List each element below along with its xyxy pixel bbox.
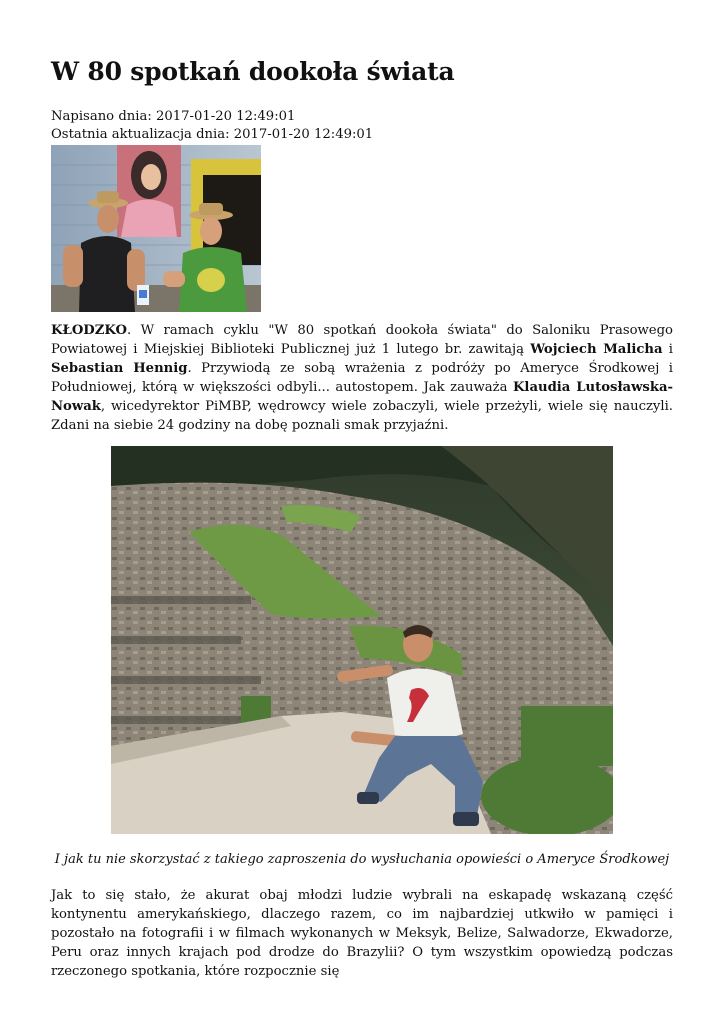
article-meta: [51, 108, 373, 144]
person-name-1: Wojciech Malicha: [530, 342, 663, 357]
body-paragraph: Jak to się stało, że akurat obaj młodzi ludzie wybrali na eskapadę wskazaną część kontynentu amerykańskiego, dlaczego razem, co im najbardziej utkwiło w pamięci i pozostało na fotografii i w filmach wykonanych w Meksyk, Belize, Salwadorze, Ekwadorze, Peru oraz innych krajach pod drodze do Brazylii? O tym wszystkim opowiedzą podczas rzeczonego spotkania, które rozpocznie się: [51, 888, 673, 979]
dateline-city: KŁODZKO: [51, 323, 127, 338]
intro-paragraph: [51, 321, 673, 435]
intro-text-1: . W ramach cyklu "W 80 spotkań dookoła świata" do Saloniku Prasowego Powiatowej i Miejskiej Biblioteki Publicznej już 1 lutego br. zawitają: [51, 323, 673, 357]
person-name-3: Klaudia Lutosławska-Nowak: [51, 380, 673, 414]
published-date: Napisano dnia: 2017-01-20 12:49:01: [51, 109, 296, 124]
intro-text-4: , wicedyrektor PiMBP, wędrowcy wiele zobaczyli, wiele przeżyli, wiele się nauczyli. Zdani na siebie 24 godziny na dobę poznali smak przyjaźni.: [51, 399, 673, 433]
intro-text-3: . Przywiodą ze sobą wrażenia z podróży po Ameryce Środkowej i Południowej, którą w większości odbyli... autostopem. Jak zauważa: [51, 361, 673, 395]
travellers-photo: [51, 145, 261, 312]
machu-picchu-photo: [111, 446, 613, 834]
page-title: W 80 spotkań dookoła świata: [51, 57, 455, 86]
photo-caption: I jak tu nie skorzystać z takiego zaproszenia do wysłuchania opowieści o Ameryce Środkowej: [54, 852, 670, 867]
intro-text-2: i: [662, 342, 673, 357]
updated-date: Ostatnia aktualizacja dnia: 2017-01-20 12:49:01: [51, 127, 374, 142]
person-name-2: Sebastian Hennig: [51, 361, 188, 376]
